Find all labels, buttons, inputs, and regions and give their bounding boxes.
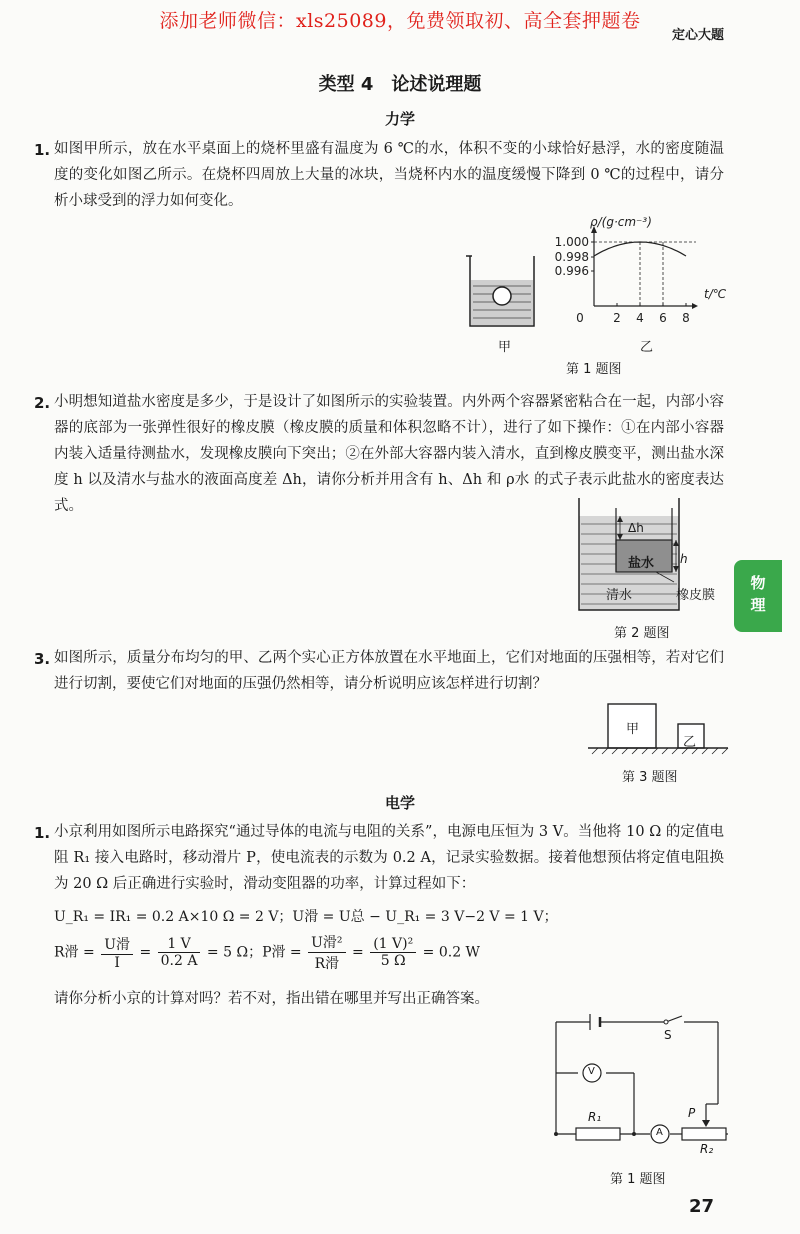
x-tick-label: 8 <box>682 311 690 325</box>
cube-jia-label: 甲 <box>626 722 640 737</box>
electricity-heading: 电学 <box>384 794 415 812</box>
frac-u2-over-r: $\frac{\text{U滑²}}{\text{R滑}}$ <box>308 932 345 973</box>
frac-1v-over-02a: $\frac{1 V}{0.2 A}$ <box>158 936 201 969</box>
y-tick-label: 1.000 <box>554 235 589 249</box>
beaker-figure <box>464 252 544 332</box>
frac-1v2-over-5ohm: $\frac{\text{(1 V)²}}{5 \Omega}$ <box>370 936 416 969</box>
label-voltmeter-v: V <box>588 1066 595 1077</box>
label-h: h <box>680 552 688 566</box>
x-tick-label: 4 <box>636 311 644 325</box>
elec-q1-caption: 第 1 题图 <box>610 1172 666 1187</box>
promo-banner: 添加老师微信：xls25089，免费领取初、高全套押题卷 <box>159 10 641 32</box>
cubes-figure <box>588 700 730 760</box>
label-switch-s: S <box>664 1028 672 1042</box>
x-tick-label: 0 <box>576 311 584 325</box>
label-salt-water: 盐水 <box>628 556 655 571</box>
label-r2: R₂ <box>700 1142 714 1156</box>
elec-q1-text: 小京利用如图所示电路探究“通过导体的电流与电阻的关系”，电源电压恒为 3 V。当他将 10 Ω 的定值电阻 R₁ 接入电路时，移动滑片 P，使电流表的示数为 0.2 A，记录实验数据。接着他想预估将定值电阻换为 20 Ω 后正确进行实验时，滑动变阻器的功率，计算过程如下： <box>54 824 724 892</box>
mech-q3-caption: 第 3 题图 <box>622 770 678 785</box>
cube-yi-label: 乙 <box>683 735 697 750</box>
frac-u-over-i: $\frac{\text{U滑}}{I}$ <box>101 934 133 971</box>
label-delta-h: Δh <box>628 521 644 535</box>
mech-q1-label-jia: 甲 <box>498 340 512 355</box>
switch-pivot <box>664 1020 668 1024</box>
f2-end: = 0.2 W <box>422 944 480 961</box>
ball <box>493 287 511 305</box>
y-tick-label: 0.996 <box>554 264 589 278</box>
label-membrane: 橡皮膜 <box>676 588 716 603</box>
formula-line-1: U_R₁ = IR₁ = 0.2 A×10 Ω = 2 V；U滑 = U总 − U_R₁ = 3 V−2 V = 1 V； <box>54 909 558 925</box>
mech-q3-text: 如图所示，质量分布均匀的甲、乙两个实心正方体放置在水平地面上，它们对地面的压强相等，若对它们进行切割，要使它们对地面的压强仍然相等，请分析说明应该怎样进行切割？ <box>54 650 724 692</box>
label-fresh-water: 清水 <box>606 588 633 603</box>
mech-q2-number: 2. <box>34 394 51 412</box>
density-chart <box>548 212 728 334</box>
rheostat-r2 <box>682 1128 726 1140</box>
y-axis-label: ρ/(g·cm⁻³) <box>590 215 652 229</box>
side-tab-text: 物理 <box>750 574 766 614</box>
label-p: P <box>688 1106 696 1120</box>
mech-q1-label-yi: 乙 <box>640 340 654 355</box>
elec-q1-question: 请你分析小京的计算对吗？若不对，指出错在哪里并写出正确答案。 <box>54 991 489 1007</box>
mech-q1-text: 如图甲所示，放在水平桌面上的烧杯里盛有温度为 6 ℃的水，体积不变的小球恰好悬浮，水的密度随温度的变化如图乙所示。在烧杯四周放上大量的冰块，当烧杯内水的温度缓慢下降到 0 ℃的过程中，请分析小球受到的浮力如何变化。 <box>54 141 724 209</box>
mech-q1-caption: 第 1 题图 <box>566 362 622 377</box>
section-title: 类型 4 论述说理题 <box>318 74 482 95</box>
mechanics-heading: 力学 <box>384 110 415 128</box>
elec-q1-number: 1. <box>34 824 51 842</box>
mech-q2-caption: 第 2 题图 <box>614 626 670 641</box>
label-r1: R₁ <box>588 1110 602 1124</box>
page-number: 27 <box>688 1196 714 1217</box>
resistor-r1 <box>576 1128 620 1140</box>
x-tick-label: 6 <box>659 311 667 325</box>
header-tag: 定心大题 <box>671 28 724 43</box>
x-tick-label: 2 <box>613 311 621 325</box>
y-tick-label: 0.998 <box>554 250 589 264</box>
subject-side-tab <box>734 560 782 632</box>
slider-p <box>702 1120 710 1127</box>
x-axis-label: t/℃ <box>704 287 727 301</box>
formula-line-2: R滑 = $\frac{\text{U滑}}{I}$ = $\frac{1 V}{0.2 A}$ = 5 Ω；P滑 = $\frac{\text{U滑²}}{\text{R滑}}$ = $\frac{\text{(1 V)²}}{5 \Omega}$ = 0.2 W <box>54 932 480 973</box>
switch-blade <box>666 1016 682 1022</box>
mech-q3-number: 3. <box>34 650 51 668</box>
mech-q2-text: 小明想知道盐水密度是多少，于是设计了如图所示的实验装置。内外两个容器紧密粘合在一起，内部小容器的底部为一张弹性很好的橡皮膜（橡皮膜的质量和体积忽略不计），进行了如下操作：①在内部小容器内装入适量待测盐水，发现橡皮膜向下突出；②在外部大容器内装入清水，直到橡皮膜变平，测出盐水深度 h 以及清水与盐水的液面高度差 Δh，请你分析并用含有 h、Δh 和 ρ水 的式子表示此盐水的密度表达式。 <box>54 394 724 514</box>
mech-q1-number: 1. <box>34 141 51 159</box>
f2-res: = 5 Ω；P滑 = <box>206 944 302 961</box>
label-ammeter-a: A <box>656 1127 663 1138</box>
f2-r: R滑 = <box>54 944 95 961</box>
